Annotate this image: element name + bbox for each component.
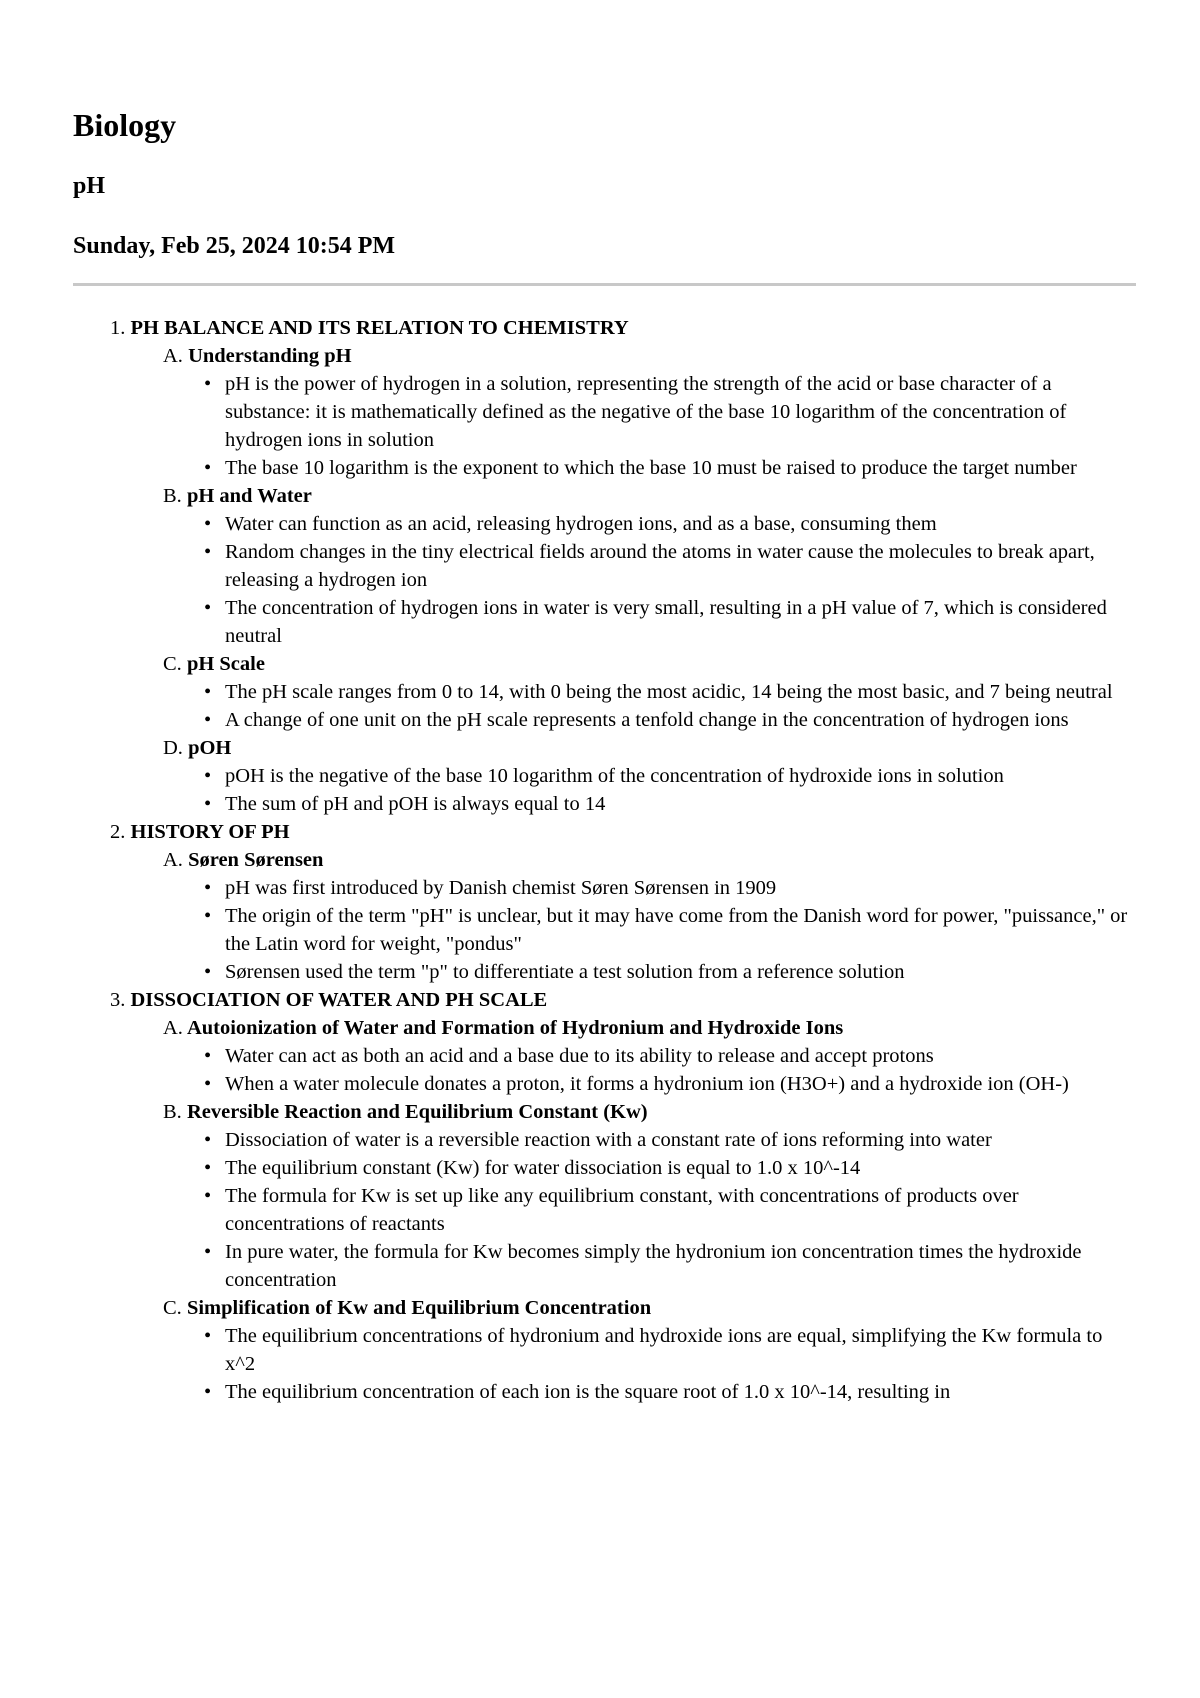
outline-subsection [163, 650, 1136, 734]
bullet-list [163, 874, 1136, 986]
subsection-letter: B. [163, 485, 182, 507]
bullet-item: • The formula for Kw is set up like any equilibrium constant, with concentrations of products over concentrations of reactants [225, 1182, 1136, 1238]
note-page [73, 95, 1136, 1406]
bullet-item: • pH was first introduced by Danish chemist Søren Sørensen in 1909 [225, 874, 1136, 902]
bullet-item: • pH is the power of hydrogen in a solution, representing the strength of the acid or base character of a substance: it is mathematically defined as the negative of the base 10 logarithm of the concentration of hydrogen ions in solution [225, 370, 1136, 454]
note-outline [73, 314, 1136, 1406]
outline-subsection [163, 1098, 1136, 1294]
bullet-item: • The concentration of hydrogen ions in water is very small, resulting in a pH value of 7, which is considered neutral [225, 594, 1136, 650]
subsection-letter: A. [163, 345, 183, 367]
bullet-list [163, 1126, 1136, 1294]
bullet-item: • The equilibrium concentration of each ion is the square root of 1.0 x 10^-14, resulting in [225, 1378, 1136, 1406]
subsection-heading [163, 1014, 1136, 1042]
bullet-item: • The equilibrium constant (Kw) for water dissociation is equal to 1.0 x 10^-14 [225, 1154, 1136, 1182]
bullet-list [163, 678, 1136, 734]
bullet-item: • The pH scale ranges from 0 to 14, with 0 being the most acidic, 14 being the most basic, and 7 being neutral [225, 678, 1136, 706]
bullet-item: • When a water molecule donates a proton, it forms a hydronium ion (H3O+) and a hydroxide ion (OH-) [225, 1070, 1136, 1098]
section-heading-text: HISTORY OF PH [130, 821, 290, 843]
bullet-list [163, 370, 1136, 482]
subsection-heading-text: Autoionization of Water and Formation of Hydronium and Hydroxide Ions [186, 1017, 844, 1039]
bullet-item: • pOH is the negative of the base 10 logarithm of the concentration of hydroxide ions in solution [225, 762, 1136, 790]
notebook-title: Biology [73, 107, 177, 143]
subsection-letter: B. [163, 1101, 182, 1123]
outline-subsection [163, 1294, 1136, 1406]
bullet-item: • The base 10 logarithm is the exponent to which the base 10 must be raised to produce the target number [225, 454, 1136, 482]
subsection-heading-text: Understanding pH [188, 345, 352, 367]
bullet-list [163, 762, 1136, 818]
section-heading [110, 818, 1136, 846]
subsection-heading [163, 734, 1136, 762]
subsection-heading-text: pOH [188, 737, 232, 759]
subsection-heading-text: pH and Water [186, 485, 312, 507]
bullet-item: • In pure water, the formula for Kw becomes simply the hydronium ion concentration times the hydroxide concentration [225, 1238, 1136, 1294]
section-number: 3. [110, 989, 126, 1011]
section-number: 1. [110, 317, 126, 339]
outline-section [110, 314, 1136, 818]
bullet-item: • The equilibrium concentrations of hydronium and hydroxide ions are equal, simplifying the Kw formula to x^2 [225, 1322, 1136, 1378]
bullet-item: • Water can act as both an acid and a base due to its ability to release and accept protons [225, 1042, 1136, 1070]
note-date: Sunday, Feb 25, 2024 10:54 PM [73, 233, 396, 259]
subsection-heading [163, 482, 1136, 510]
outline-list [73, 314, 1136, 1406]
section-heading [110, 986, 1136, 1014]
outline-subsection [163, 342, 1136, 482]
section-heading [110, 314, 1136, 342]
subsection-heading [163, 1294, 1136, 1322]
section-heading-text: PH BALANCE AND ITS RELATION TO CHEMISTRY [130, 317, 629, 339]
bullet-list [163, 510, 1136, 650]
section-heading-text: DISSOCIATION OF WATER AND PH SCALE [130, 989, 548, 1011]
header-divider [73, 283, 1136, 286]
bullet-list [163, 1322, 1136, 1406]
subsection-heading [163, 650, 1136, 678]
outline-subsection [163, 482, 1136, 650]
subsection-heading [163, 846, 1136, 874]
subsection-heading [163, 1098, 1136, 1126]
page-title: pH [73, 173, 106, 199]
subsection-letter: A. [163, 849, 183, 871]
bullet-item: • The sum of pH and pOH is always equal to 14 [225, 790, 1136, 818]
bullet-item: • A change of one unit on the pH scale represents a tenfold change in the concentration of hydrogen ions [225, 706, 1136, 734]
subsection-letter: A. [163, 1017, 183, 1039]
outline-subsection [163, 846, 1136, 986]
subsection-heading-text: pH Scale [186, 653, 265, 675]
subsection-letter: C. [163, 653, 182, 675]
subsection-heading-text: Søren Sørensen [188, 849, 324, 871]
subsection-list [110, 342, 1136, 818]
bullet-item: • Random changes in the tiny electrical fields around the atoms in water cause the molecules to break apart, releasing a hydrogen ion [225, 538, 1136, 594]
bullet-list [163, 1042, 1136, 1098]
subsection-letter: C. [163, 1297, 182, 1319]
outline-section [110, 818, 1136, 986]
outline-section [110, 986, 1136, 1406]
outline-subsection [163, 1014, 1136, 1098]
subsection-heading-text: Reversible Reaction and Equilibrium Constant (Kw) [186, 1101, 648, 1123]
section-number: 2. [110, 821, 126, 843]
subsection-heading-text: Simplification of Kw and Equilibrium Concentration [186, 1297, 652, 1319]
subsection-heading [163, 342, 1136, 370]
bullet-item: • The origin of the term "pH" is unclear, but it may have come from the Danish word for power, "puissance," or the Latin word for weight, "pondus" [225, 902, 1136, 958]
outline-subsection [163, 734, 1136, 818]
subsection-list [110, 1014, 1136, 1406]
subsection-list [110, 846, 1136, 986]
bullet-item: • Water can function as an acid, releasing hydrogen ions, and as a base, consuming them [225, 510, 1136, 538]
subsection-letter: D. [163, 737, 183, 759]
bullet-item: • Sørensen used the term "p" to differentiate a test solution from a reference solution [225, 958, 1136, 986]
bullet-item: • Dissociation of water is a reversible reaction with a constant rate of ions reforming into water [225, 1126, 1136, 1154]
